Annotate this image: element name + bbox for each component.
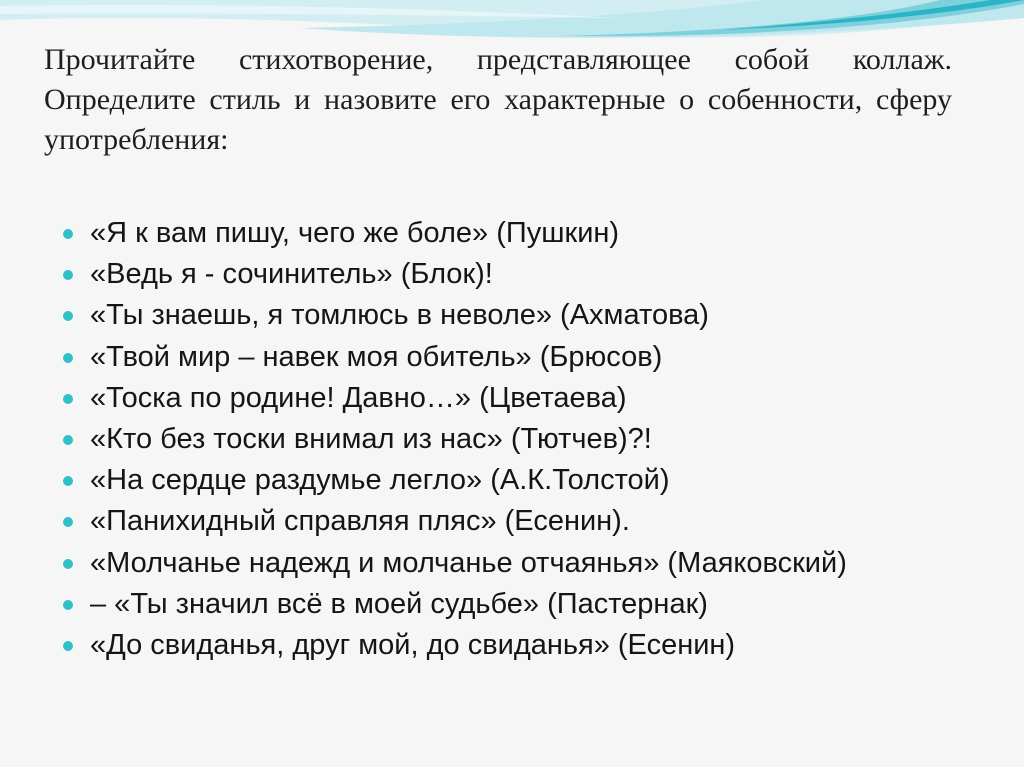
- list-item-text: – «Ты значил всё в моей судьбе» (Пастернак): [90, 587, 708, 620]
- list-item: [58, 295, 847, 336]
- list-item: [58, 501, 847, 542]
- list-item: [58, 337, 847, 378]
- list-item: [58, 419, 847, 460]
- quote-list: [58, 213, 847, 666]
- slide-title: Прочитайте стихотворение, представляющее собой коллаж. Определите стиль и назовите его характерные о собенности, сферу употребления:: [44, 43, 952, 156]
- list-item: [58, 543, 847, 584]
- list-item: [58, 460, 847, 501]
- circle-bullet-icon: [63, 641, 73, 651]
- list-item-text: «Панихидный справляя пляс» (Есенин).: [90, 505, 630, 538]
- circle-bullet-icon: [63, 435, 73, 445]
- list-item-text: «Молчанье надежд и молчанье отчаянья» (Маяковский): [90, 546, 847, 579]
- circle-bullet-icon: [63, 311, 73, 321]
- list-item-text: «На сердце раздумье легло» (А.К.Толстой): [90, 464, 670, 497]
- circle-bullet-icon: [63, 394, 73, 404]
- list-item-text: «Ты знаешь, я томлюсь в неволе» (Ахматова): [90, 299, 709, 332]
- circle-bullet-icon: [63, 600, 73, 610]
- list-item-text: «Твой мир – навек моя обитель» (Брюсов): [90, 340, 663, 373]
- circle-bullet-icon: [63, 270, 73, 280]
- list-item-text: «Я к вам пишу, чего же боле» (Пушкин): [90, 217, 620, 249]
- list-item-text: «Тоска по родине! Давно…» (Цветаева): [90, 381, 627, 414]
- list-item-text: «Ведь я - сочинитель» (Блок)!: [90, 258, 493, 291]
- circle-bullet-icon: [63, 517, 73, 527]
- list-item: [58, 625, 847, 666]
- circle-bullet-icon: [63, 229, 73, 239]
- circle-bullet-icon: [63, 559, 73, 569]
- list-item: [58, 213, 847, 254]
- circle-bullet-icon: [63, 353, 73, 363]
- circle-bullet-icon: [63, 476, 73, 486]
- list-item: [58, 254, 847, 295]
- list-item-text: «Кто без тоски внимал из нас» (Тютчев)?!: [90, 422, 652, 455]
- list-item: [58, 378, 847, 419]
- list-item-text: «До свиданья, друг мой, до свиданья» (Есенин): [90, 628, 736, 661]
- list-item: [58, 584, 847, 625]
